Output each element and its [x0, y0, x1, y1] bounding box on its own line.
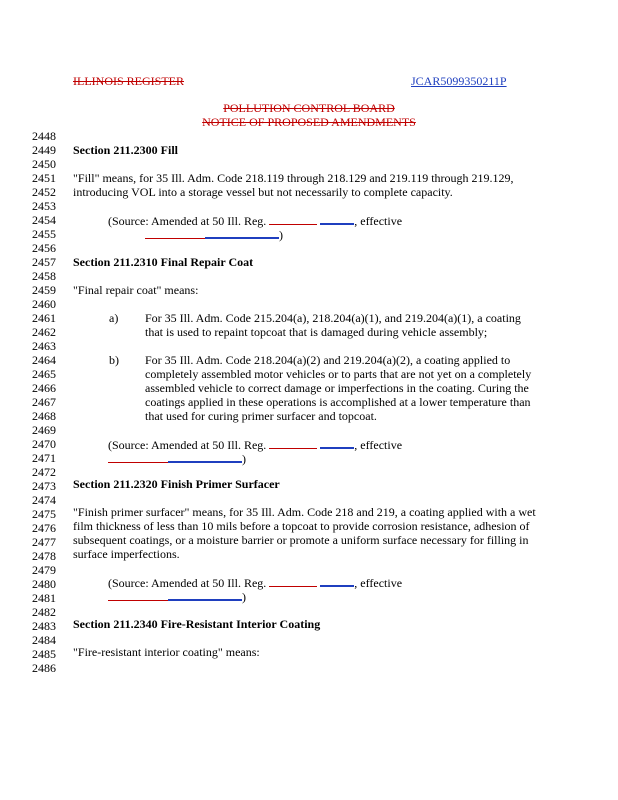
line-number: 2471	[32, 451, 56, 465]
line-number: 2456	[32, 241, 56, 255]
source-prefix: (Source: Amended at 50 Ill. Reg.	[108, 214, 267, 228]
board-name: POLLUTION CONTROL BOARD	[223, 101, 395, 115]
definition-intro: "Fire-resistant interior coating" means:	[73, 645, 260, 659]
line-number: 2465	[32, 367, 56, 381]
line-number: 2455	[32, 227, 56, 241]
paragraph-line: subsequent coatings, or a moisture barrier or promote a uniform surface necessary for filling in	[73, 533, 529, 547]
source-note	[108, 437, 402, 452]
paragraph-line: coatings applied in these operations is accomplished at a lower temperature than	[145, 395, 531, 409]
deleted-blank	[269, 438, 317, 449]
line-number: 2486	[32, 661, 56, 675]
line-number: 2484	[32, 633, 56, 647]
source-close: )	[279, 228, 283, 242]
source-note-cont	[108, 589, 246, 604]
jcar-code: JCAR5099350211P	[411, 74, 507, 88]
paragraph-line: that is used to repaint topcoat that is damaged during vehicle assembly;	[145, 325, 488, 339]
line-number: 2451	[32, 171, 56, 185]
section-heading-finish-primer-surfacer: Section 211.2320 Finish Primer Surfacer	[73, 477, 280, 491]
line-number: 2460	[32, 297, 56, 311]
line-number: 2454	[32, 213, 56, 227]
line-number: 2485	[32, 647, 56, 661]
source-note-cont	[108, 451, 246, 466]
line-number: 2469	[32, 423, 56, 437]
line-number: 2462	[32, 325, 56, 339]
paragraph-line: For 35 Ill. Adm. Code 215.204(a), 218.204(a)(1), and 219.204(a)(1), a coating	[145, 311, 521, 325]
paragraph-line: film thickness of less than 10 mils before a topcoat to provide corrosion resistance, adhesion of	[73, 519, 530, 533]
deleted-blank	[269, 214, 317, 225]
line-number: 2477	[32, 535, 56, 549]
item-label-b: b)	[109, 353, 119, 367]
source-prefix: (Source: Amended at 50 Ill. Reg.	[108, 438, 267, 452]
line-number: 2473	[32, 479, 56, 493]
inserted-blank	[168, 589, 242, 601]
section-heading-fill: Section 211.2300 Fill	[73, 143, 178, 157]
paragraph-line: completely assembled motor vehicles or to parts that are not yet on a completely	[145, 367, 532, 381]
paragraph-line: assembled vehicle to correct damage or imperfections in the coating. Curing the	[145, 381, 529, 395]
line-number: 2458	[32, 269, 56, 283]
source-effective: , effective	[354, 576, 403, 590]
line-number: 2470	[32, 437, 56, 451]
source-note	[108, 575, 402, 590]
line-number: 2467	[32, 395, 56, 409]
line-number: 2466	[32, 381, 56, 395]
item-label-a: a)	[109, 311, 119, 325]
line-number: 2461	[32, 311, 56, 325]
inserted-blank	[205, 227, 279, 239]
line-number: 2464	[32, 353, 56, 367]
line-number: 2450	[32, 157, 56, 171]
line-number: 2476	[32, 521, 56, 535]
paragraph-line: surface imperfections.	[73, 547, 180, 561]
line-number: 2452	[32, 185, 56, 199]
inserted-blank	[320, 575, 354, 587]
line-number: 2481	[32, 591, 56, 605]
source-note-cont	[145, 227, 283, 242]
source-prefix: (Source: Amended at 50 Ill. Reg.	[108, 576, 267, 590]
definition-intro: "Final repair coat" means:	[73, 283, 199, 297]
source-note	[108, 213, 402, 228]
inserted-blank	[320, 437, 354, 449]
register-title: ILLINOIS REGISTER	[73, 74, 184, 88]
deleted-blank	[145, 228, 205, 239]
paragraph-line: that used for curing primer surfacer and topcoat.	[145, 409, 377, 423]
section-heading-fire-resistant-interior-coating: Section 211.2340 Fire-Resistant Interior Coating	[73, 617, 321, 631]
paragraph-line: "Finish primer surfacer" means, for 35 Ill. Adm. Code 218 and 219, a coating applied with a wet	[73, 505, 536, 519]
line-number: 2475	[32, 507, 56, 521]
paragraph-line: For 35 Ill. Adm. Code 218.204(a)(2) and 219.204(a)(2), a coating applied to	[145, 353, 511, 367]
line-number: 2472	[32, 465, 56, 479]
line-number: 2480	[32, 577, 56, 591]
deleted-blank	[108, 590, 168, 601]
source-close: )	[242, 452, 246, 466]
inserted-blank	[320, 213, 354, 225]
line-number: 2463	[32, 339, 56, 353]
line-number: 2474	[32, 493, 56, 507]
line-number: 2478	[32, 549, 56, 563]
line-number: 2459	[32, 283, 56, 297]
source-effective: , effective	[354, 214, 403, 228]
line-number: 2448	[32, 129, 56, 143]
inserted-blank	[168, 451, 242, 463]
line-number: 2453	[32, 199, 56, 213]
line-number: 2483	[32, 619, 56, 633]
line-number: 2449	[32, 143, 56, 157]
paragraph-line: "Fill" means, for 35 Ill. Adm. Code 218.119 through 218.129 and 219.119 through 219.129,	[73, 171, 514, 185]
line-number: 2482	[32, 605, 56, 619]
deleted-blank	[108, 452, 168, 463]
line-number: 2457	[32, 255, 56, 269]
section-heading-final-repair-coat: Section 211.2310 Final Repair Coat	[73, 255, 254, 269]
paragraph-line: introducing VOL into a storage vessel but not necessarily to complete capacity.	[73, 185, 453, 199]
line-number: 2468	[32, 409, 56, 423]
deleted-blank	[269, 576, 317, 587]
source-effective: , effective	[354, 438, 403, 452]
source-close: )	[242, 590, 246, 604]
notice-title: NOTICE OF PROPOSED AMENDMENTS	[202, 115, 416, 129]
line-number: 2479	[32, 563, 56, 577]
